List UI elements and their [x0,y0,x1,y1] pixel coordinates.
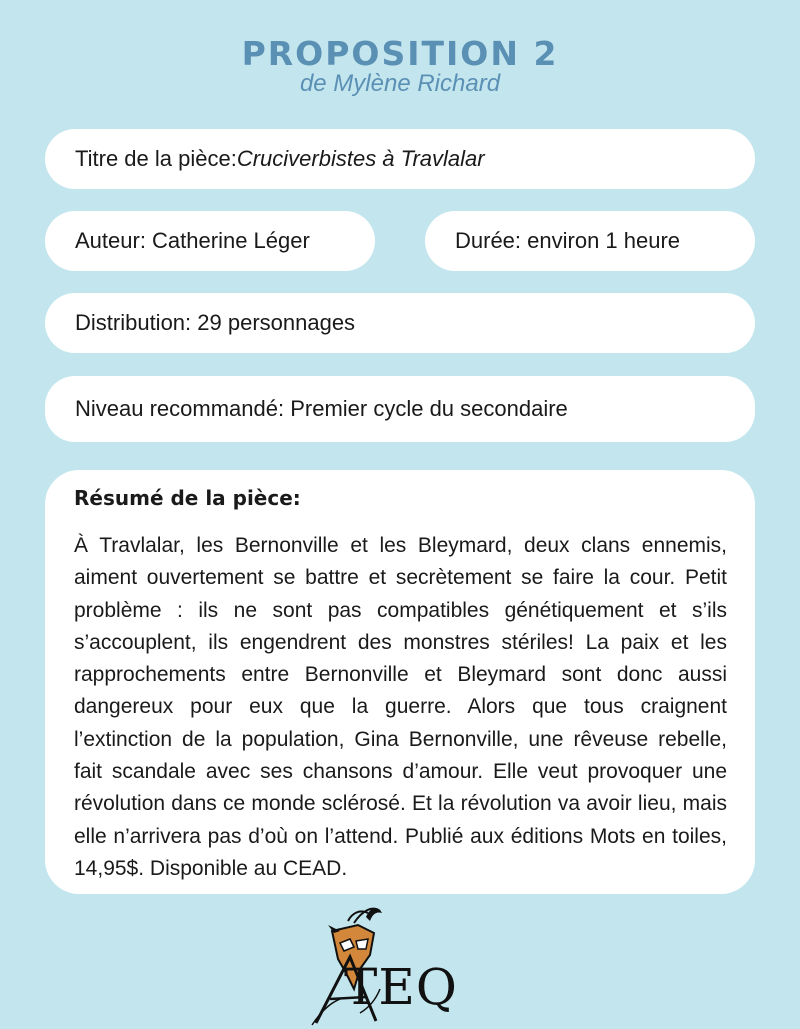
level-field-card [45,376,755,442]
summary-heading: Résumé de la pièce: [74,486,301,510]
title-field-value: Cruciverbistes à Travlalar [236,146,485,171]
level-field-text: Niveau recommandé: Premier cycle du secondaire [75,396,568,421]
summary-card [45,470,755,894]
duration-field-card [425,211,755,271]
logo-text: TEQ [344,958,458,1016]
header [0,34,800,98]
title-field-label: Titre de la pièce: [75,146,237,171]
author-field-text: Auteur: Catherine Léger [75,228,310,253]
page-subtitle: de Mylène Richard [299,70,501,97]
page-title: PROPOSITION 2 [241,34,559,73]
cast-field-card [45,293,755,353]
author-field-card [45,211,375,271]
summary-text: À Travlalar, les Bernonville et les Bleymard, deux clans ennemis, aiment ouvertement se battre et secrètement se faire la cour. Petit problème : ils ne sont pas compatibles génétiquement et s’ils s’accouplent, ils engendrent des monstres stériles! La paix et les rapprochements entre Bernonville et Bleymard sont donc aussi dangereux pour eux que la guerre. Alors que tous craignent l’extinction de la population, Gina Bernonville, une rêveuse rebelle, fait scandale avec ses chansons d’amour. Elle veut provoquer une révolution dans ce monde sclérosé. Et la révolution va avoir lieu, mais elle n’arrivera pas d’où on l’attend. Publié aux éditions Mots en toiles, 14,95$. Disponible au CEAD. [74,534,727,880]
title-field-card [45,129,755,189]
duration-field-text: Durée: environ 1 heure [455,228,681,253]
cast-field-text: Distribution: 29 personnages [75,310,356,335]
